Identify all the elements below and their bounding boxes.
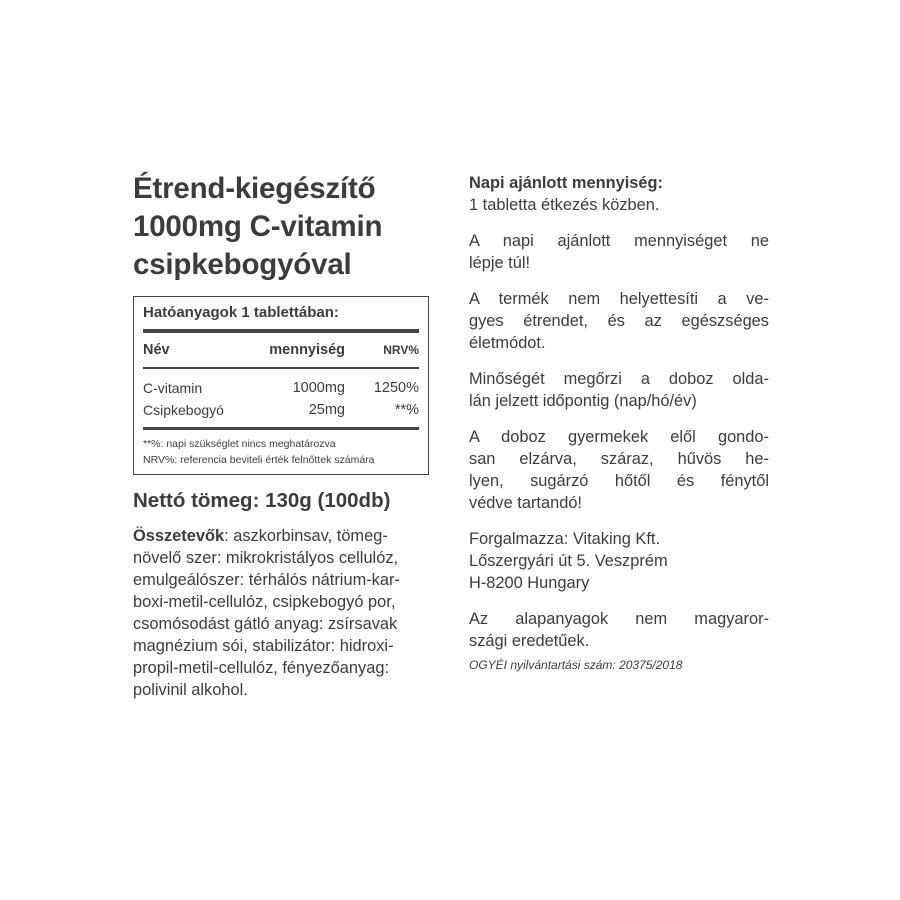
origin-line: Az alapanyagok nem magyaror- <box>469 610 769 628</box>
column-header-name: Név <box>143 342 170 358</box>
origin-paragraph <box>469 608 769 652</box>
warning-line: lán jelzett időpontig (nap/hó/év) <box>469 392 697 410</box>
ingredients-text: emulgeálószer: térhálós nátrium-kar- <box>133 571 400 589</box>
ingredient-name: Csipkebogyó <box>143 402 224 418</box>
product-title <box>133 170 433 284</box>
warning-line: védve tartandó! <box>469 494 582 512</box>
ingredient-amount: 25mg <box>308 402 345 418</box>
dosage-label: Napi ajánlott mennyiség: <box>469 174 663 192</box>
registration-number: OGYÉI nyilvántartási szám: 20375/2018 <box>469 658 683 672</box>
ingredient-nrv: **% <box>394 402 419 418</box>
warning-line: lyen, sugárzó hőtől és fénytől <box>469 472 769 490</box>
divider <box>143 367 419 369</box>
column-header-nrv: NRV% <box>383 343 419 357</box>
column-header-amount: mennyiség <box>269 342 345 358</box>
title-line: Étrend-kiegészítő <box>133 172 376 205</box>
ingredients-block <box>133 525 433 701</box>
title-line: 1000mg C-vitamin <box>133 210 383 243</box>
divider <box>143 427 419 430</box>
warning-paragraph <box>469 230 769 274</box>
warning-line: A termék nem helyettesíti a ve- <box>469 290 769 308</box>
divider <box>143 329 419 333</box>
warning-line: Minőségét megőrzi a doboz olda- <box>469 370 769 388</box>
ingredients-text: : aszkorbinsav, tömeg- <box>224 527 388 545</box>
net-weight: Nettó tömeg: 130g (100db) <box>133 489 391 512</box>
nutrition-panel <box>133 296 429 475</box>
distributor-block <box>469 528 769 594</box>
ingredient-name: C-vitamin <box>143 380 203 396</box>
right-column <box>469 172 769 673</box>
ingredients-label: Összetevők <box>133 527 225 545</box>
ingredient-nrv: 1250% <box>373 380 419 396</box>
origin-line: szági eredetűek. <box>469 632 590 650</box>
warning-line: A doboz gyermekek elől gondo- <box>469 428 769 446</box>
warning-paragraph <box>469 368 769 412</box>
nutrition-header-row <box>143 339 419 361</box>
distributor-line: Forgalmazza: Vitaking Kft. <box>469 530 661 548</box>
warning-paragraph <box>469 426 769 514</box>
dosage-block <box>469 172 769 216</box>
dosage-text: 1 tabletta étkezés közben. <box>469 196 660 214</box>
warning-line: gyes étrendet, és az egészséges <box>469 312 769 330</box>
title-line: csipkebogyóval <box>133 248 352 281</box>
warning-line: A napi ajánlott mennyiséget ne <box>469 232 769 250</box>
ingredients-text: boxi-metil-cellulóz, csipkebogyó por, <box>133 593 396 611</box>
table-row <box>143 377 419 399</box>
ingredients-text: polivinil alkohol. <box>133 681 248 699</box>
footnote: NRV%: referencia beviteli érték felnőttek számára <box>143 454 375 466</box>
ingredients-text: propil-metil-cellulóz, fényezőanyag: <box>133 659 389 677</box>
distributor-line: H-8200 Hungary <box>469 574 590 592</box>
ingredients-text: magnézium sói, stabilizátor: hidroxi- <box>133 637 394 655</box>
ingredient-amount: 1000mg <box>292 380 345 396</box>
warning-paragraph <box>469 288 769 354</box>
nutrition-heading: Hatóanyagok 1 tablettában: <box>143 304 339 321</box>
warning-line: san elzárva, száraz, hűvös he- <box>469 450 769 468</box>
ingredients-text: növelő szer: mikrokristályos cellulóz, <box>133 549 399 567</box>
ingredients-text: csomósodást gátló anyag: zsírsavak <box>133 615 398 633</box>
warning-line: lépje túl! <box>469 254 531 272</box>
table-row <box>143 399 419 421</box>
warning-line: életmódot. <box>469 334 546 352</box>
left-column <box>133 170 433 701</box>
distributor-line: Lőszergyári út 5. Veszprém <box>469 552 668 570</box>
footnote: **%: napi szükséglet nincs meghatározva <box>143 438 336 450</box>
